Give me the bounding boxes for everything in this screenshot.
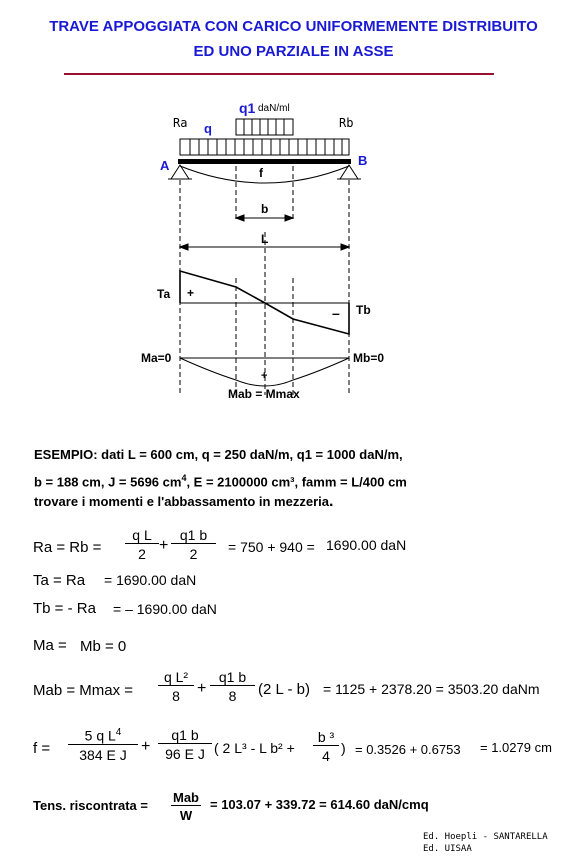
uniform-load-q	[180, 139, 349, 155]
label-dimension-b: b	[261, 202, 269, 216]
example-line-2	[34, 473, 407, 489]
formula-ra-lhs: Ra = Rb =	[33, 539, 102, 556]
guide-lines	[180, 166, 349, 395]
support-a	[168, 165, 192, 179]
formula-f-frac3-num: b ³	[313, 729, 339, 746]
deflection-curve	[180, 166, 349, 183]
formula-f-frac2	[158, 727, 212, 762]
formula-f-plus: +	[141, 738, 151, 755]
shear-minus-sign: –	[332, 305, 340, 321]
formula-f-frac1-num-wrap	[68, 727, 138, 745]
formula-f-lhs: f =	[33, 740, 51, 757]
formula-f-value: = 1.0279 cm	[480, 740, 552, 755]
label-ta: Ta	[157, 287, 171, 301]
formula-ta-lhs: Ta = Ra	[33, 572, 86, 589]
formula-tb-value: = – 1690.00 daN	[113, 601, 217, 617]
formula-tens-lhs: Tens. riscontrata =	[33, 798, 148, 813]
moment-plus-sign: +	[261, 370, 268, 382]
formula-f-frac1-den: 384 E J	[79, 746, 127, 763]
formula-ra-frac1	[125, 527, 159, 562]
example-line-2-b: , E = 2100000 cm³, famm = L/400 cm	[186, 474, 407, 490]
formula-f-frac3-den: 4	[322, 748, 330, 764]
example-line-3-dot: .	[328, 493, 334, 510]
formula-mab-frac2	[210, 669, 255, 704]
formula-ra-frac1-den: 2	[138, 546, 146, 562]
label-deflection-f: f	[259, 166, 263, 180]
label-mb: Mb=0	[353, 351, 385, 365]
label-q1-unit: daN/ml	[258, 103, 290, 114]
formula-f-frac1-num: 5 q L	[84, 727, 116, 744]
label-ra: Ra	[173, 116, 188, 130]
formula-ma-rhs: Mb = 0	[80, 638, 127, 655]
shear-plus-sign: +	[187, 286, 195, 300]
label-q: q	[204, 121, 212, 136]
formula-tens-frac-den: W	[179, 808, 193, 823]
formula-tb-lhs: Tb = - Ra	[33, 600, 96, 617]
label-dimension-l: L	[261, 232, 269, 246]
formula-mab-frac1-den: 8	[172, 688, 180, 704]
label-rb: Rb	[339, 116, 354, 130]
title-line-1: TRAVE APPOGGIATA CON CARICO UNIFORMEMENTE DISTRIBUITO	[49, 18, 538, 35]
credit-line-2: Ed. UISAA	[423, 844, 472, 854]
formula-ra-plus: +	[159, 537, 169, 554]
formula-ma-lhs: Ma =	[33, 637, 67, 654]
formula-ra-result: = 750 + 940 =	[228, 539, 315, 555]
label-q1: q1	[239, 100, 256, 116]
example-line-1: ESEMPIO: dati L = 600 cm, q = 250 daN/m, q1 = 1000 daN/m,	[34, 447, 403, 462]
formula-tens-result: = 103.07 + 339.72 = 614.60 daN/cmq	[210, 797, 429, 812]
formula-ra-frac1-num: q L	[125, 527, 159, 544]
example-line-3-text: trovare i momenti e l'abbassamento in mezzeria	[34, 494, 329, 509]
formula-f-frac3	[313, 729, 339, 764]
formula-f-frac1	[68, 727, 138, 763]
partial-load-q1	[236, 119, 293, 135]
label-mab-mmax: Mab = Mmax	[228, 387, 300, 401]
label-point-b: B	[358, 153, 368, 168]
formula-mab-plus: +	[197, 680, 207, 697]
formula-ra-frac2	[171, 527, 216, 562]
formula-f-frac1-sup: 4	[115, 727, 122, 738]
formula-mab-frac2-den: 8	[228, 688, 237, 704]
formula-ra-value: 1690.00 daN	[326, 537, 407, 553]
formula-f-paren-close: )	[341, 740, 346, 756]
label-tb: Tb	[356, 303, 371, 317]
formula-tens-frac	[171, 790, 201, 823]
formula-mab-frac1	[158, 669, 194, 704]
formula-mab-frac1-num: q L²	[158, 669, 194, 686]
example-line-2-a: b = 188 cm, J = 5696 cm	[34, 474, 182, 490]
label-point-a: A	[160, 158, 170, 173]
title-line-2: ED UNO PARZIALE IN ASSE	[193, 43, 394, 60]
formula-ra-frac2-num: q1 b	[171, 527, 216, 544]
formula-tens-frac-num: Mab	[173, 790, 199, 805]
label-ma: Ma=0	[141, 351, 172, 365]
formula-mab-lhs: Mab = Mmax =	[33, 682, 134, 699]
formula-f-result: = 0.3526 + 0.6753	[355, 742, 461, 757]
beam	[178, 159, 351, 164]
formula-ta-value: = 1690.00 daN	[104, 572, 197, 588]
formula-mab-tail: (2 L - b)	[258, 681, 310, 698]
formula-f-frac2-den: 96 E J	[165, 746, 205, 762]
formula-ra-frac2-den: 2	[189, 546, 198, 562]
formula-f-paren: ( 2 L³ - L b² +	[214, 740, 295, 756]
example-line-3	[34, 493, 333, 511]
formula-mab-frac2-num: q1 b	[210, 669, 255, 686]
credit-line-1: Ed. Hoepli - SANTARELLA	[423, 832, 548, 842]
example-line-2-sup: 4	[181, 473, 187, 483]
formula-mab-result: = 1125 + 2378.20 = 3503.20 daNm	[323, 681, 540, 697]
formula-f-frac2-num: q1 b	[158, 727, 212, 744]
